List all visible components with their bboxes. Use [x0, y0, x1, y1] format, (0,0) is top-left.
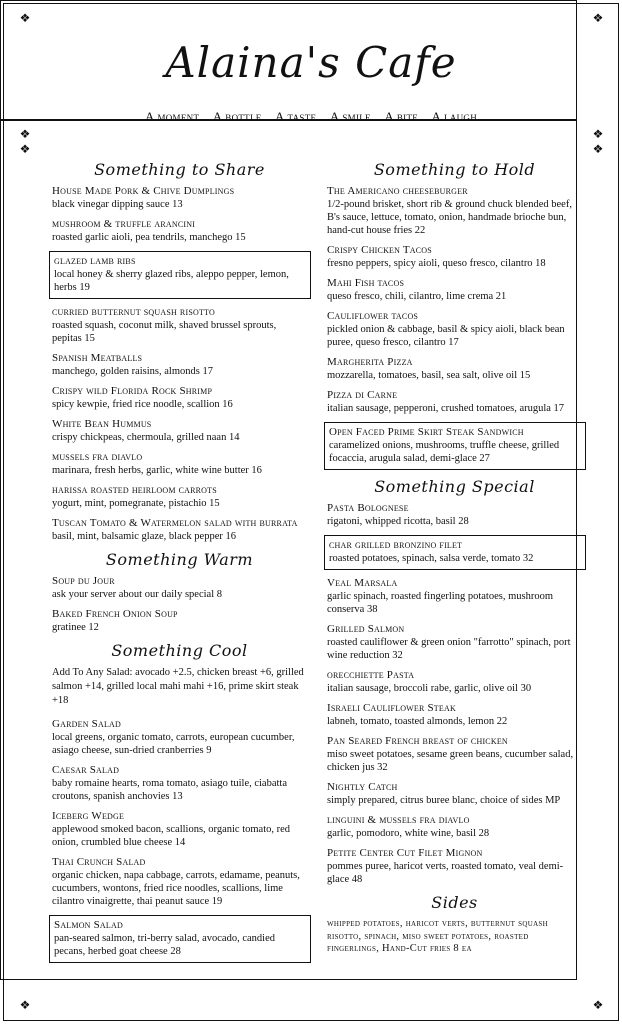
menu-item-name: Open Faced Prime Skirt Steak Sandwich	[329, 426, 524, 438]
salad-addon-note: Add To Any Salad: avocado +2.5, chicken breast +6, grilled salmon +14, grilled local mahi mahi +16, prime skirt steak +18	[52, 667, 304, 706]
menu-item	[327, 502, 582, 528]
left-column	[52, 160, 307, 970]
fleur-corner-icon: ❖	[19, 998, 31, 1012]
menu-item-description: organic chicken, napa cabbage, carrots, edamame, peanuts, cucumbers, wontons, fried rice noodles, scallions, lime cilantro vinaigrette, thai peanut sauce 19	[52, 870, 300, 907]
menu-item	[49, 251, 311, 299]
menu-item-description: pan-seared salmon, tri-berry salad, avocado, candied pecans, herbed goat cheese 28	[54, 933, 275, 957]
menu-item-name: Caesar Salad	[52, 764, 120, 776]
menu-item-name: Israeli Cauliflower Steak	[327, 702, 456, 714]
menu-item-name: Petite Center Cut Filet Mignon	[327, 847, 483, 859]
menu-item	[49, 915, 311, 963]
sides-list: whipped potatoes, haricot verts, butternut squash risotto, spinach, miso sweet potatoes, roasted fingerlings, Hand-Cut fries 8 ea	[327, 918, 548, 954]
menu-item	[52, 306, 307, 345]
menu-item-description: pommes puree, haricot verts, roasted tomato, veal demi-glace 48	[327, 861, 564, 885]
menu-item-name: White Bean Hummus	[52, 418, 152, 430]
menu-item-description: garlic, pomodoro, white wine, basil 28	[327, 828, 490, 839]
page-title: Alaina's Cafe	[165, 38, 457, 87]
menu-item-name: orecchiette Pasta	[327, 669, 415, 681]
menu-item	[327, 781, 582, 807]
menu-item-name: Nightly Catch	[327, 781, 398, 793]
menu-item-name: Tuscan Tomato & Watermelon salad with burrata	[52, 517, 298, 529]
menu-item	[52, 718, 307, 757]
menu-item-name: Baked French Onion Soup	[52, 608, 178, 620]
section-title-special: Something Special	[374, 477, 535, 496]
fleur-corner-icon: ❖	[592, 998, 604, 1012]
menu-item	[327, 623, 582, 662]
fleur-corner-icon: ❖	[592, 127, 604, 141]
menu-item-name: harissa roasted heirloom carrots	[52, 484, 217, 496]
fleur-corner-icon: ❖	[19, 142, 31, 156]
menu-item	[52, 810, 307, 849]
menu-item	[52, 856, 307, 908]
fleur-corner-icon: ❖	[592, 11, 604, 25]
menu-item-name: Crispy Chicken Tacos	[327, 244, 432, 256]
menu-item-description: manchego, golden raisins, almonds 17	[52, 366, 213, 377]
special-list	[327, 502, 582, 886]
menu-item-description: ask your server about our daily special 8	[52, 589, 222, 600]
menu-item-description: yogurt, mint, pomegranate, pistachio 15	[52, 498, 220, 509]
menu-item-description: applewood smoked bacon, scallions, organic tomato, red onion, crumbled blue cheese 14	[52, 824, 291, 848]
menu-item	[327, 185, 582, 237]
menu-item-description: local honey & sherry glazed ribs, aleppo pepper, lemon, herbs 19	[54, 269, 289, 293]
menu-item	[324, 422, 586, 470]
section-title-share: Something to Share	[94, 160, 265, 179]
menu-item-name: Pasta Bolognese	[327, 502, 409, 514]
menu-item	[52, 218, 307, 244]
menu-item	[52, 517, 307, 543]
menu-item-description: 1/2-pound brisket, short rib & ground chuck blended beef, B's sauce, lettuce, tomato, onion, handmade brioche bun, hand-cut house fries 22	[327, 199, 572, 236]
menu-item-description: black vinegar dipping sauce 13	[52, 199, 183, 210]
menu-item-description: gratinee 12	[52, 622, 99, 633]
menu-item-description: spicy kewpie, fried rice noodle, scallion 16	[52, 399, 233, 410]
menu-item-name: curried butternut squash risotto	[52, 306, 215, 318]
section-title-hold: Something to Hold	[373, 160, 536, 179]
menu-item-description: marinara, fresh herbs, garlic, white wine butter 16	[52, 465, 262, 476]
menu-item-description: simply prepared, citrus buree blanc, choice of sides MP	[327, 795, 561, 806]
menu-item	[324, 535, 586, 570]
right-column	[327, 160, 582, 956]
share-list	[52, 185, 307, 543]
menu-item-name: linguini & mussels fra diavlo	[327, 814, 470, 826]
menu-item-name: Soup du Jour	[52, 575, 115, 587]
menu-item	[52, 185, 307, 211]
menu-item-description: baby romaine hearts, roma tomato, asiago tuile, ciabatta croutons, spanish anchovies 13	[52, 778, 287, 802]
menu-item-description: roasted potatoes, spinach, salsa verde, tomato 32	[329, 553, 534, 564]
menu-item	[327, 310, 582, 349]
menu-item-name: Margherita Pizza	[327, 356, 413, 368]
menu-item-name: Thai Crunch Salad	[52, 856, 146, 868]
section-title-warm: Something Warm	[105, 550, 254, 569]
menu-item-description: roasted cauliflower & green onion "farrotto" spinach, port wine reduction 32	[327, 637, 571, 661]
menu-item-description: queso fresco, chili, cilantro, lime crema 21	[327, 291, 507, 302]
menu-item-name: char grilled bronzino filet	[329, 539, 463, 551]
menu-item	[52, 764, 307, 803]
menu-item	[327, 735, 582, 774]
tagline: A moment... A bottle... A taste... A smile... A bite... A laugh	[144, 109, 478, 124]
section-title-cool: Something Cool	[111, 641, 248, 660]
menu-item-name: Veal Marsala	[327, 577, 398, 589]
menu-item-name: Iceberg Wedge	[52, 810, 125, 822]
menu-item-description: mozzarella, tomatoes, basil, sea salt, olive oil 15	[327, 370, 531, 381]
fleur-corner-icon: ❖	[592, 142, 604, 156]
menu-item-description: local greens, organic tomato, carrots, european cucumber, asiago cheese, sun-dried cranberries 9	[52, 732, 295, 756]
fleur-corner-icon: ❖	[19, 11, 31, 25]
menu-item-name: The Americano cheeseburger	[327, 185, 468, 197]
menu-item-description: rigatoni, whipped ricotta, basil 28	[327, 516, 469, 527]
menu-item	[327, 577, 582, 616]
menu-item	[52, 484, 307, 510]
menu-item-description: garlic spinach, roasted fingerling potatoes, mushroom conserva 38	[327, 591, 553, 615]
menu-item-description: caramelized onions, mushrooms, truffle cheese, grilled focaccia, arugula salad, demi-glace 27	[329, 440, 560, 464]
menu-item	[52, 352, 307, 378]
menu-item	[52, 451, 307, 477]
menu-item	[327, 356, 582, 382]
menu-item	[327, 847, 582, 886]
menu-item-description: pickled onion & cabbage, basil & spicy aioli, black bean puree, queso fresco, cilantro 17	[327, 324, 565, 348]
menu-item-name: Spanish Meatballs	[52, 352, 143, 364]
menu-item-name: mussels fra diavlo	[52, 451, 143, 463]
menu-item	[327, 389, 582, 415]
warm-list	[52, 575, 307, 634]
menu-item-description: fresno peppers, spicy aioli, queso fresco, cilantro 18	[327, 258, 546, 269]
menu-item-name: Salmon Salad	[54, 919, 123, 931]
menu-item	[52, 608, 307, 634]
menu-item	[327, 277, 582, 303]
menu-item-description: miso sweet potatoes, sesame green beans, cucumber salad, chicken jus 32	[327, 749, 574, 773]
menu-item-description: roasted squash, coconut milk, shaved brussel sprouts, pepitas 15	[52, 320, 277, 344]
menu-item-description: labneh, tomato, toasted almonds, lemon 22	[327, 716, 508, 727]
menu-item-name: Crispy wild Florida Rock Shrimp	[52, 385, 213, 397]
menu-item-description: roasted garlic aioli, pea tendrils, manchego 15	[52, 232, 246, 243]
section-title-sides: Sides	[431, 893, 478, 912]
menu-item-name: House Made Pork & Chive Dumplings	[52, 185, 235, 197]
menu-item	[52, 418, 307, 444]
menu-item-name: Grilled Salmon	[327, 623, 405, 635]
menu-item-description: italian sausage, broccoli rabe, garlic, olive oil 30	[327, 683, 532, 694]
menu-item-description: crispy chickpeas, chermoula, grilled naan 14	[52, 432, 240, 443]
menu-item-name: Mahi Fish tacos	[327, 277, 405, 289]
menu-item	[327, 669, 582, 695]
menu-item-name: Pizza di Carne	[327, 389, 398, 401]
menu-item-description: basil, mint, balsamic glaze, black pepper 16	[52, 531, 236, 542]
menu-item	[52, 575, 307, 601]
fleur-corner-icon: ❖	[19, 127, 31, 141]
menu-item-description: italian sausage, pepperoni, crushed tomatoes, arugula 17	[327, 403, 565, 414]
menu-item	[327, 814, 582, 840]
menu-item-name: Pan Seared French breast of chicken	[327, 735, 508, 747]
cool-list	[52, 718, 307, 963]
menu-item-name: mushroom & truffle arancini	[52, 218, 196, 230]
hold-list	[327, 185, 582, 470]
menu-item-name: glazed lamb ribs	[54, 255, 136, 267]
menu-item-name: Cauliflower tacos	[327, 310, 419, 322]
menu-item	[52, 385, 307, 411]
menu-item-name: Garden Salad	[52, 718, 121, 730]
menu-item	[327, 244, 582, 270]
menu-item	[327, 702, 582, 728]
